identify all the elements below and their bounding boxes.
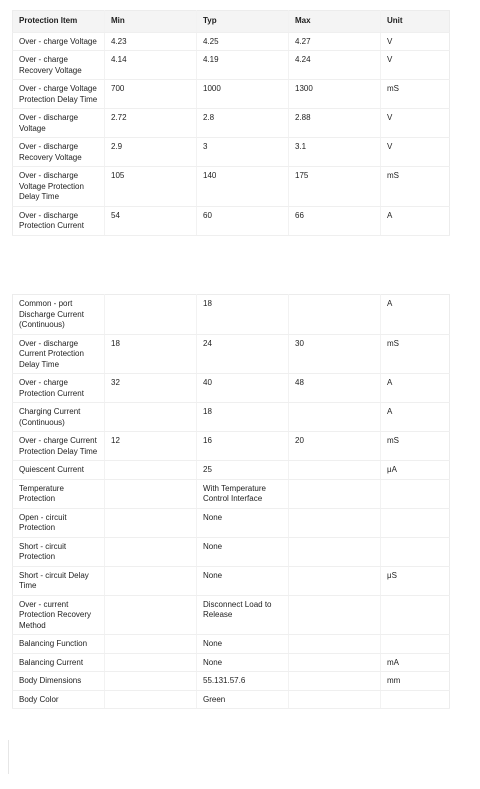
table-body <box>13 295 450 709</box>
table-row <box>13 461 450 480</box>
max-cell: 20 <box>289 432 381 461</box>
table-row <box>13 334 450 374</box>
unit-cell: A <box>381 295 450 335</box>
table-row <box>13 80 450 109</box>
table-row <box>13 109 450 138</box>
table-row <box>13 537 450 566</box>
max-cell <box>289 635 381 654</box>
table-row <box>13 479 450 508</box>
unit-cell: V <box>381 138 450 167</box>
unit-cell: V <box>381 51 450 80</box>
header-unit: Unit <box>381 11 450 33</box>
typ-cell: Disconnect Load to Release <box>197 595 289 635</box>
unit-cell: mm <box>381 672 450 691</box>
min-cell <box>105 595 197 635</box>
min-cell <box>105 479 197 508</box>
table-row <box>13 595 450 635</box>
protection-item-cell: Body Color <box>13 690 105 709</box>
protection-item-cell: Body Dimensions <box>13 672 105 691</box>
table-row <box>13 508 450 537</box>
max-cell <box>289 508 381 537</box>
protection-item-cell: Balancing Current <box>13 653 105 672</box>
min-cell: 700 <box>105 80 197 109</box>
max-cell <box>289 672 381 691</box>
min-cell: 105 <box>105 167 197 207</box>
header-protection-item: Protection Item <box>13 11 105 33</box>
min-cell <box>105 672 197 691</box>
max-cell <box>289 479 381 508</box>
typ-cell: None <box>197 566 289 595</box>
protection-item-cell: Quiescent Current <box>13 461 105 480</box>
typ-cell: 2.8 <box>197 109 289 138</box>
max-cell <box>289 461 381 480</box>
table-row <box>13 653 450 672</box>
min-cell: 54 <box>105 206 197 235</box>
unit-cell <box>381 508 450 537</box>
protection-item-cell: Balancing Function <box>13 635 105 654</box>
table-row <box>13 672 450 691</box>
typ-cell: 1000 <box>197 80 289 109</box>
max-cell: 4.24 <box>289 51 381 80</box>
max-cell: 1300 <box>289 80 381 109</box>
protection-item-cell: Over - charge Recovery Voltage <box>13 51 105 80</box>
min-cell: 2.72 <box>105 109 197 138</box>
table-row <box>13 138 450 167</box>
typ-cell: 3 <box>197 138 289 167</box>
table-row <box>13 635 450 654</box>
min-cell: 12 <box>105 432 197 461</box>
typ-cell: With Temperature Control Interface <box>197 479 289 508</box>
protection-item-cell: Over - discharge Current Protection Delay Time <box>13 334 105 374</box>
table-row <box>13 51 450 80</box>
max-cell: 2.88 <box>289 109 381 138</box>
protection-item-cell: Over - discharge Recovery Voltage <box>13 138 105 167</box>
typ-cell: 4.25 <box>197 32 289 51</box>
table-row <box>13 566 450 595</box>
unit-cell <box>381 690 450 709</box>
unit-cell: V <box>381 109 450 138</box>
protection-item-cell: Over - charge Protection Current <box>13 374 105 403</box>
unit-cell: A <box>381 403 450 432</box>
protection-item-cell: Over - charge Current Protection Delay Time <box>13 432 105 461</box>
header-typ: Typ <box>197 11 289 33</box>
typ-cell: None <box>197 653 289 672</box>
typ-cell: 140 <box>197 167 289 207</box>
edge-divider <box>8 740 9 774</box>
table-row <box>13 690 450 709</box>
min-cell: 32 <box>105 374 197 403</box>
min-cell <box>105 403 197 432</box>
protection-item-cell: Over - discharge Protection Current <box>13 206 105 235</box>
protection-item-cell: Common - port Discharge Current (Continuous) <box>13 295 105 335</box>
section-gap <box>12 256 449 293</box>
typ-cell: 40 <box>197 374 289 403</box>
unit-cell: V <box>381 32 450 51</box>
unit-cell: mS <box>381 432 450 461</box>
min-cell: 4.23 <box>105 32 197 51</box>
max-cell <box>289 403 381 432</box>
header-max: Max <box>289 11 381 33</box>
typ-cell: 25 <box>197 461 289 480</box>
protection-item-cell: Over - current Protection Recovery Method <box>13 595 105 635</box>
protection-spec-table-continued <box>12 294 450 709</box>
unit-cell: A <box>381 206 450 235</box>
typ-cell: 4.19 <box>197 51 289 80</box>
max-cell <box>289 537 381 566</box>
unit-cell <box>381 635 450 654</box>
max-cell: 3.1 <box>289 138 381 167</box>
protection-item-cell: Over - discharge Voltage <box>13 109 105 138</box>
typ-cell: None <box>197 537 289 566</box>
unit-cell: mS <box>381 80 450 109</box>
protection-item-cell: Over - charge Voltage <box>13 32 105 51</box>
unit-cell: μA <box>381 461 450 480</box>
protection-item-cell: Temperature Protection <box>13 479 105 508</box>
table-row <box>13 432 450 461</box>
max-cell: 4.27 <box>289 32 381 51</box>
typ-cell: Green <box>197 690 289 709</box>
max-cell: 66 <box>289 206 381 235</box>
typ-cell: 18 <box>197 295 289 335</box>
protection-item-cell: Open - circuit Protection <box>13 508 105 537</box>
typ-cell: 18 <box>197 403 289 432</box>
min-cell <box>105 508 197 537</box>
min-cell <box>105 461 197 480</box>
min-cell: 4.14 <box>105 51 197 80</box>
min-cell <box>105 295 197 335</box>
min-cell: 2.9 <box>105 138 197 167</box>
max-cell <box>289 690 381 709</box>
max-cell <box>289 595 381 635</box>
max-cell <box>289 566 381 595</box>
unit-cell: mA <box>381 653 450 672</box>
protection-spec-table <box>12 10 450 236</box>
table-row <box>13 206 450 235</box>
unit-cell: mS <box>381 334 450 374</box>
unit-cell: A <box>381 374 450 403</box>
table-row <box>13 32 450 51</box>
max-cell: 175 <box>289 167 381 207</box>
min-cell <box>105 653 197 672</box>
unit-cell <box>381 537 450 566</box>
unit-cell: μS <box>381 566 450 595</box>
protection-item-cell: Over - charge Voltage Protection Delay Time <box>13 80 105 109</box>
max-cell: 48 <box>289 374 381 403</box>
min-cell <box>105 566 197 595</box>
table-row <box>13 295 450 335</box>
protection-item-cell: Short - circuit Protection <box>13 537 105 566</box>
typ-cell: None <box>197 635 289 654</box>
protection-item-cell: Charging Current (Continuous) <box>13 403 105 432</box>
unit-cell <box>381 479 450 508</box>
table-row <box>13 374 450 403</box>
min-cell <box>105 635 197 654</box>
min-cell <box>105 690 197 709</box>
unit-cell: mS <box>381 167 450 207</box>
min-cell: 18 <box>105 334 197 374</box>
table-header-row <box>13 11 450 33</box>
typ-cell: 60 <box>197 206 289 235</box>
table-row <box>13 167 450 207</box>
typ-cell: 24 <box>197 334 289 374</box>
protection-item-cell: Over - discharge Voltage Protection Delay Time <box>13 167 105 207</box>
min-cell <box>105 537 197 566</box>
unit-cell <box>381 595 450 635</box>
max-cell: 30 <box>289 334 381 374</box>
typ-cell: None <box>197 508 289 537</box>
max-cell <box>289 295 381 335</box>
header-min: Min <box>105 11 197 33</box>
table-row <box>13 403 450 432</box>
typ-cell: 55.131.57.6 <box>197 672 289 691</box>
table-body <box>13 32 450 235</box>
max-cell <box>289 653 381 672</box>
protection-item-cell: Short - circuit Delay Time <box>13 566 105 595</box>
typ-cell: 16 <box>197 432 289 461</box>
